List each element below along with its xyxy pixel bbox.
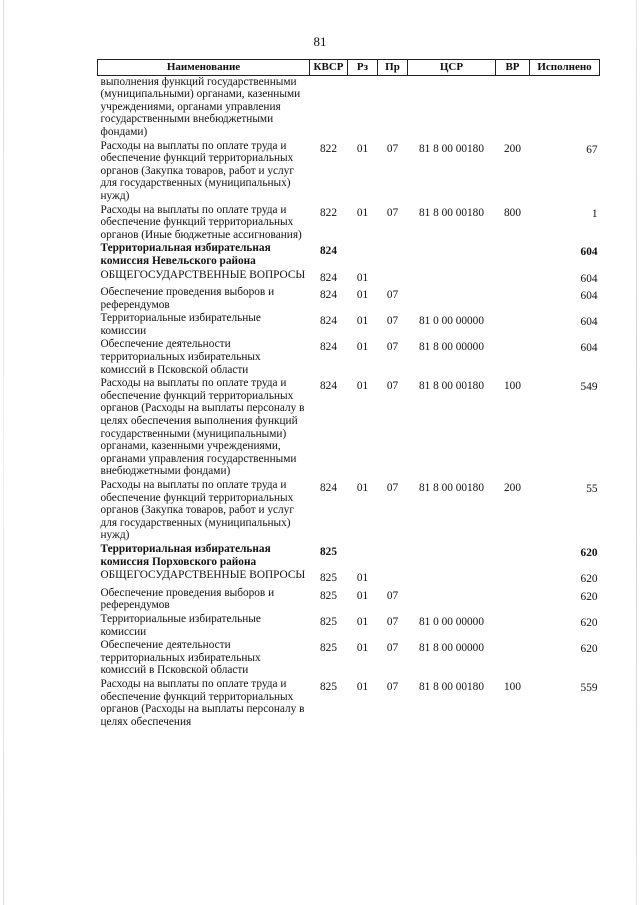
cell-kvsr: 822 [320,142,337,155]
table-row [98,639,600,678]
cell-csr: 81 8 00 00180 [419,380,484,393]
cell-rz: 01 [356,642,369,655]
cell-csr: 81 8 00 00000 [419,341,484,354]
cell-vr [496,569,530,587]
table-row [98,543,600,569]
cell-pr: 07 [386,289,399,302]
cell-vr [496,269,530,287]
cell-pr: 07 [386,642,399,655]
cell-pr [378,569,408,587]
table-row [98,286,600,312]
cell-kvsr: 825 [320,680,337,693]
cell-name: Территориальные избирательные комиссии [100,612,261,638]
cell-pr: 07 [386,315,399,328]
scan-edge-left [3,0,4,905]
table-row [98,377,600,479]
cell-name: Расходы на выплаты по оплате труда и обеспечение функций территориальных органов (Закупка товаров, работ и услуг для государственных (муниципальных) нужд) [100,479,294,542]
table-header-row [98,60,600,76]
cell-executed: 604 [580,290,598,303]
cell-pr [378,75,408,139]
cell-csr: 81 8 00 00180 [419,142,484,155]
cell-name: выполнения функций государственными (муниципальными) органами, казенными учреждениями, органами управления государственными внебюджетными фондами) [100,75,301,138]
cell-vr: 200 [504,482,521,494]
cell-pr: 07 [386,615,399,628]
cell-vr: 200 [504,142,521,155]
header-executed: Исполнено [530,60,600,76]
cell-name: Обеспечение деятельности территориальных избирательных комиссий в Псковской области [100,338,261,376]
cell-csr [408,269,496,287]
cell-csr: 81 8 00 00180 [419,680,484,693]
budget-table [97,59,600,729]
table-row [98,613,600,639]
cell-pr: 07 [386,142,399,155]
cell-name: Территориальная избирательная комиссия Невельского района [100,242,271,267]
cell-kvsr [310,75,348,139]
cell-vr [496,312,530,338]
cell-pr: 07 [386,206,399,219]
cell-executed [530,75,600,139]
cell-csr [408,242,496,268]
cell-kvsr: 825 [320,642,337,655]
header-name: Наименование [98,60,310,76]
cell-kvsr: 824 [320,482,337,494]
cell-rz: 01 [356,289,369,302]
cell-csr: 81 0 00 00000 [419,315,484,328]
cell-rz [348,75,378,139]
cell-pr: 07 [386,680,399,693]
scan-edge-right [636,0,637,905]
table-body [98,75,600,729]
cell-kvsr: 824 [320,315,337,328]
cell-pr [378,269,408,287]
cell-kvsr: 824 [320,380,337,393]
cell-executed: 559 [580,681,598,694]
table-row [98,678,600,729]
cell-executed: 549 [580,381,598,394]
cell-name: Обеспечение проведения выборов и референдумов [100,286,275,311]
cell-csr: 81 0 00 00000 [419,615,484,628]
cell-kvsr: 824 [320,245,337,258]
cell-vr [496,75,530,139]
cell-csr [408,543,496,569]
cell-executed: 620 [580,643,598,656]
cell-rz [348,543,378,569]
header-csr: ЦСР [408,60,496,76]
cell-name: Расходы на выплаты по оплате труда и обеспечение функций территориальных органов (Иные бюджетные ассигнования) [100,203,302,241]
cell-csr: 81 8 00 00180 [419,482,484,494]
cell-kvsr: 822 [320,206,337,219]
cell-rz: 01 [356,680,369,693]
cell-executed: 604 [580,342,598,355]
cell-name: Обеспечение проведения выборов и референдумов [100,586,275,612]
header-rz: Рз [348,60,378,76]
cell-vr [496,639,530,678]
cell-name: ОБЩЕГОСУДАРСТВЕННЫЕ ВОПРОСЫ [100,268,306,281]
cell-kvsr: 825 [320,545,337,558]
header-kvsr: КВСР [310,60,348,76]
table-row [98,269,600,287]
cell-kvsr: 824 [320,289,337,302]
table-row [98,312,600,338]
cell-kvsr: 825 [320,572,337,585]
cell-executed: 620 [580,573,598,586]
cell-rz: 01 [356,271,369,284]
cell-executed: 55 [586,483,598,495]
table-row [98,569,600,587]
cell-name: Обеспечение деятельности территориальных избирательных комиссий в Псковской области [100,639,261,677]
cell-pr: 07 [386,589,399,602]
cell-rz: 01 [356,142,369,155]
cell-name: Расходы на выплаты по оплате труда и обеспечение функций территориальных органов (Расходы на выплаты персоналу в целях обеспечения выполнения функций государственными (муниципальными) органами, казенными учреждениями, органами управления государственными внебюджетными фондами) [100,377,305,478]
cell-vr: 800 [504,206,521,219]
cell-executed: 67 [586,143,598,156]
cell-rz [348,242,378,268]
cell-kvsr: 824 [320,341,337,354]
cell-vr [496,613,530,639]
cell-executed: 620 [580,590,598,603]
cell-kvsr: 825 [320,589,337,602]
cell-name: Территориальная избирательная комиссия Порховского района [100,542,271,568]
cell-csr [408,587,496,613]
cell-pr [378,242,408,268]
cell-kvsr: 824 [320,271,337,284]
cell-rz: 01 [356,380,369,393]
cell-vr: 100 [504,680,521,693]
cell-rz: 01 [356,315,369,328]
cell-pr: 07 [386,380,399,393]
cell-vr [496,242,530,268]
cell-rz: 01 [356,206,369,219]
table-row [98,587,600,613]
cell-name: ОБЩЕГОСУДАРСТВЕННЫЕ ВОПРОСЫ [100,569,306,582]
cell-pr [378,543,408,569]
cell-csr [408,286,496,312]
cell-vr [496,587,530,613]
page-number: 81 [313,34,327,49]
cell-rz: 01 [356,572,369,585]
cell-name: Территориальные избирательные комиссии [100,312,261,337]
cell-rz: 01 [356,341,369,354]
cell-pr: 07 [386,482,399,494]
header-vr: ВР [496,60,530,76]
cell-vr [496,543,530,569]
table-row [98,75,600,139]
cell-rz: 01 [356,482,369,494]
cell-name: Расходы на выплаты по оплате труда и обеспечение функций территориальных органов (Расходы на выплаты персоналу в целях обеспечения [100,677,305,728]
cell-executed: 604 [580,272,598,285]
table-row [98,140,600,204]
cell-executed: 604 [580,246,598,259]
cell-csr: 81 8 00 00180 [419,206,484,219]
table-row [98,242,600,268]
cell-csr: 81 8 00 00000 [419,642,484,655]
table-row [98,479,600,543]
cell-name: Расходы на выплаты по оплате труда и обеспечение функций территориальных органов (Закупка товаров, работ и услуг для государственных (муниципальных) нужд) [100,139,294,202]
table-row [98,204,600,243]
cell-executed: 620 [580,616,598,629]
cell-vr [496,286,530,312]
cell-csr [408,569,496,587]
cell-executed: 1 [591,207,598,220]
cell-vr [496,338,530,377]
table-row [98,338,600,377]
header-pr: Пр [378,60,408,76]
cell-vr: 100 [504,380,521,393]
cell-executed: 604 [580,316,598,329]
cell-rz: 01 [356,615,369,628]
cell-rz: 01 [356,589,369,602]
cell-pr: 07 [386,341,399,354]
cell-executed: 620 [580,546,598,559]
cell-kvsr: 825 [320,615,337,628]
cell-csr [408,75,496,139]
